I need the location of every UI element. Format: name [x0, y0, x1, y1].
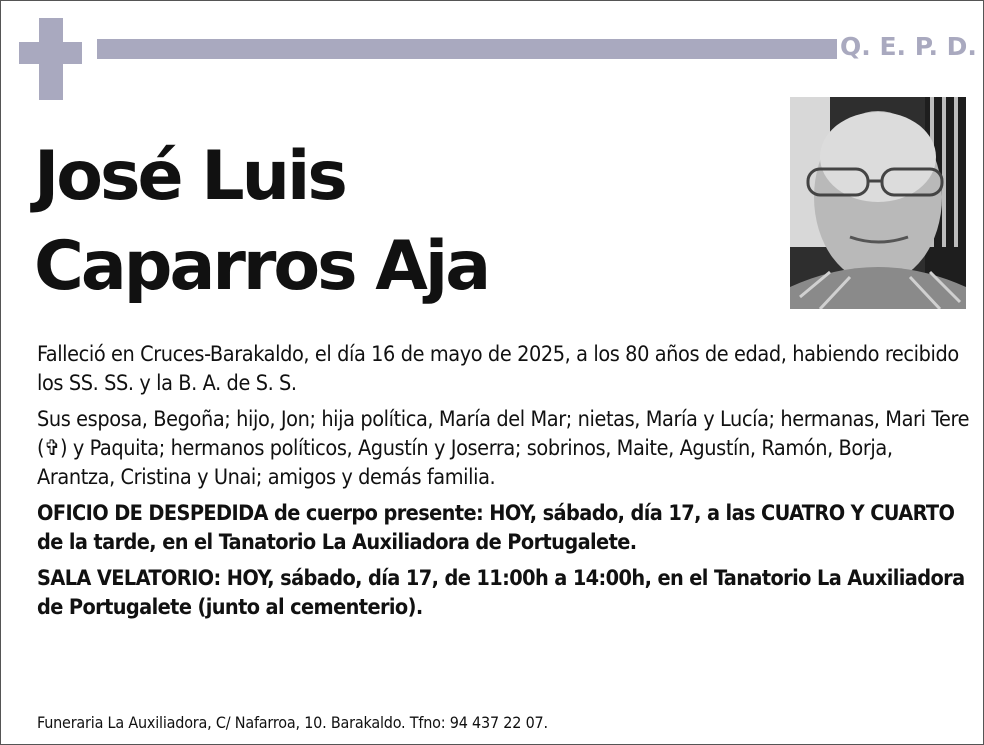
header-rule [97, 39, 837, 59]
family-paragraph: Sus esposa, Begoña; hijo, Jon; hija política, María del Mar; nietas, María y Lucía; hermanas, Mari Tere (✞) y Paquita; hermanos políticos, Agustín y Joserra; sobrinos, Maite, Agustín, Ramón, Borja, Arantza, Cristina y Unai; amigos y demás familia. [37, 407, 970, 490]
deceased-photo [790, 97, 966, 309]
name-line-2: Caparros Aja [34, 227, 489, 306]
name-line-1: José Luis [34, 137, 345, 216]
death-notice-paragraph: Falleció en Cruces-Barakaldo, el día 16 de mayo de 2025, a los 80 años de edad, habiendo recibido los SS. SS. y la B. A. de S. S. [37, 342, 959, 396]
obituary-body [37, 340, 972, 629]
deceased-name [34, 132, 488, 312]
qepd-label: Q. E. P. D. [840, 32, 977, 61]
wake-room-paragraph: SALA VELATORIO: HOY, sábado, día 17, de 11:00h a 14:00h, en el Tanatorio La Auxiliadora de Portugalete (junto al cementerio). [37, 566, 965, 620]
funeral-home-footer: Funeraria La Auxiliadora, C/ Nafarroa, 10. Barakaldo. Tfno: 94 437 22 07. [37, 713, 548, 732]
funeral-service-paragraph: OFICIO DE DESPEDIDA de cuerpo presente: HOY, sábado, día 17, a las CUATRO Y CUARTO de la tarde, en el Tanatorio La Auxiliadora de Portugalete. [37, 501, 955, 555]
